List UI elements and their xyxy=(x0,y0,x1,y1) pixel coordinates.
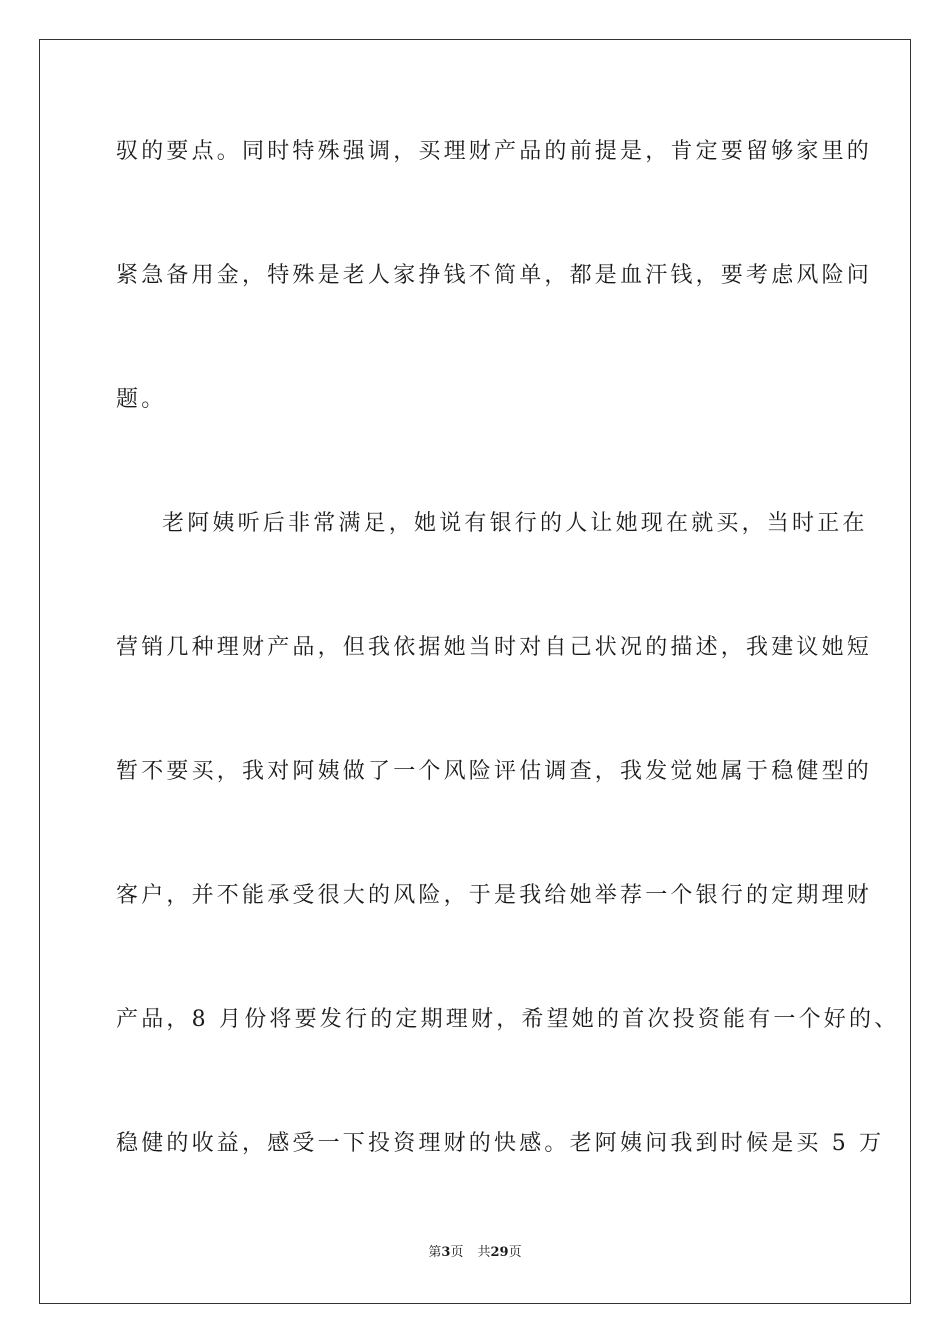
text-line-6: 暂不要买，我对阿姨做了一个风险评估调查，我发觉她属于稳健型的 xyxy=(116,759,873,784)
text-line-3: 题。 xyxy=(116,387,167,412)
text-line-9: 稳健的收益，感受一下投资理财的快感。老阿姨问我到时候是买 5 万 xyxy=(116,1131,885,1156)
text-line-7: 客户，并不能承受很大的风险，于是我给她举荐一个银行的定期理财 xyxy=(116,883,873,908)
total-suffix: 页 xyxy=(508,1245,522,1260)
page-number: 3 xyxy=(441,1245,451,1260)
text-line-2: 紧急备用金，特殊是老人家挣钱不简单，都是血汗钱，要考虑风险问 xyxy=(116,263,873,288)
page-prefix: 第 xyxy=(428,1245,442,1260)
page-border xyxy=(39,39,911,1304)
page-footer xyxy=(0,1244,950,1262)
page-suffix: 页 xyxy=(450,1245,464,1260)
total-pages: 29 xyxy=(490,1245,509,1260)
text-line-5: 营销几种理财产品，但我依据她当时对自己状况的描述，我建议她短 xyxy=(116,635,873,660)
paragraph-first-line: 老阿姨听后非常满足，她说有银行的人让她现在就买，当时正在 xyxy=(162,511,868,536)
total-prefix: 共 xyxy=(477,1245,491,1260)
text-line-1: 驭的要点。同时特殊强调，买理财产品的前提是，肯定要留够家里的 xyxy=(116,139,873,164)
text-line-8: 产品，8 月份将要发行的定期理财，希望她的首次投资能有一个好的、 xyxy=(116,1007,900,1032)
